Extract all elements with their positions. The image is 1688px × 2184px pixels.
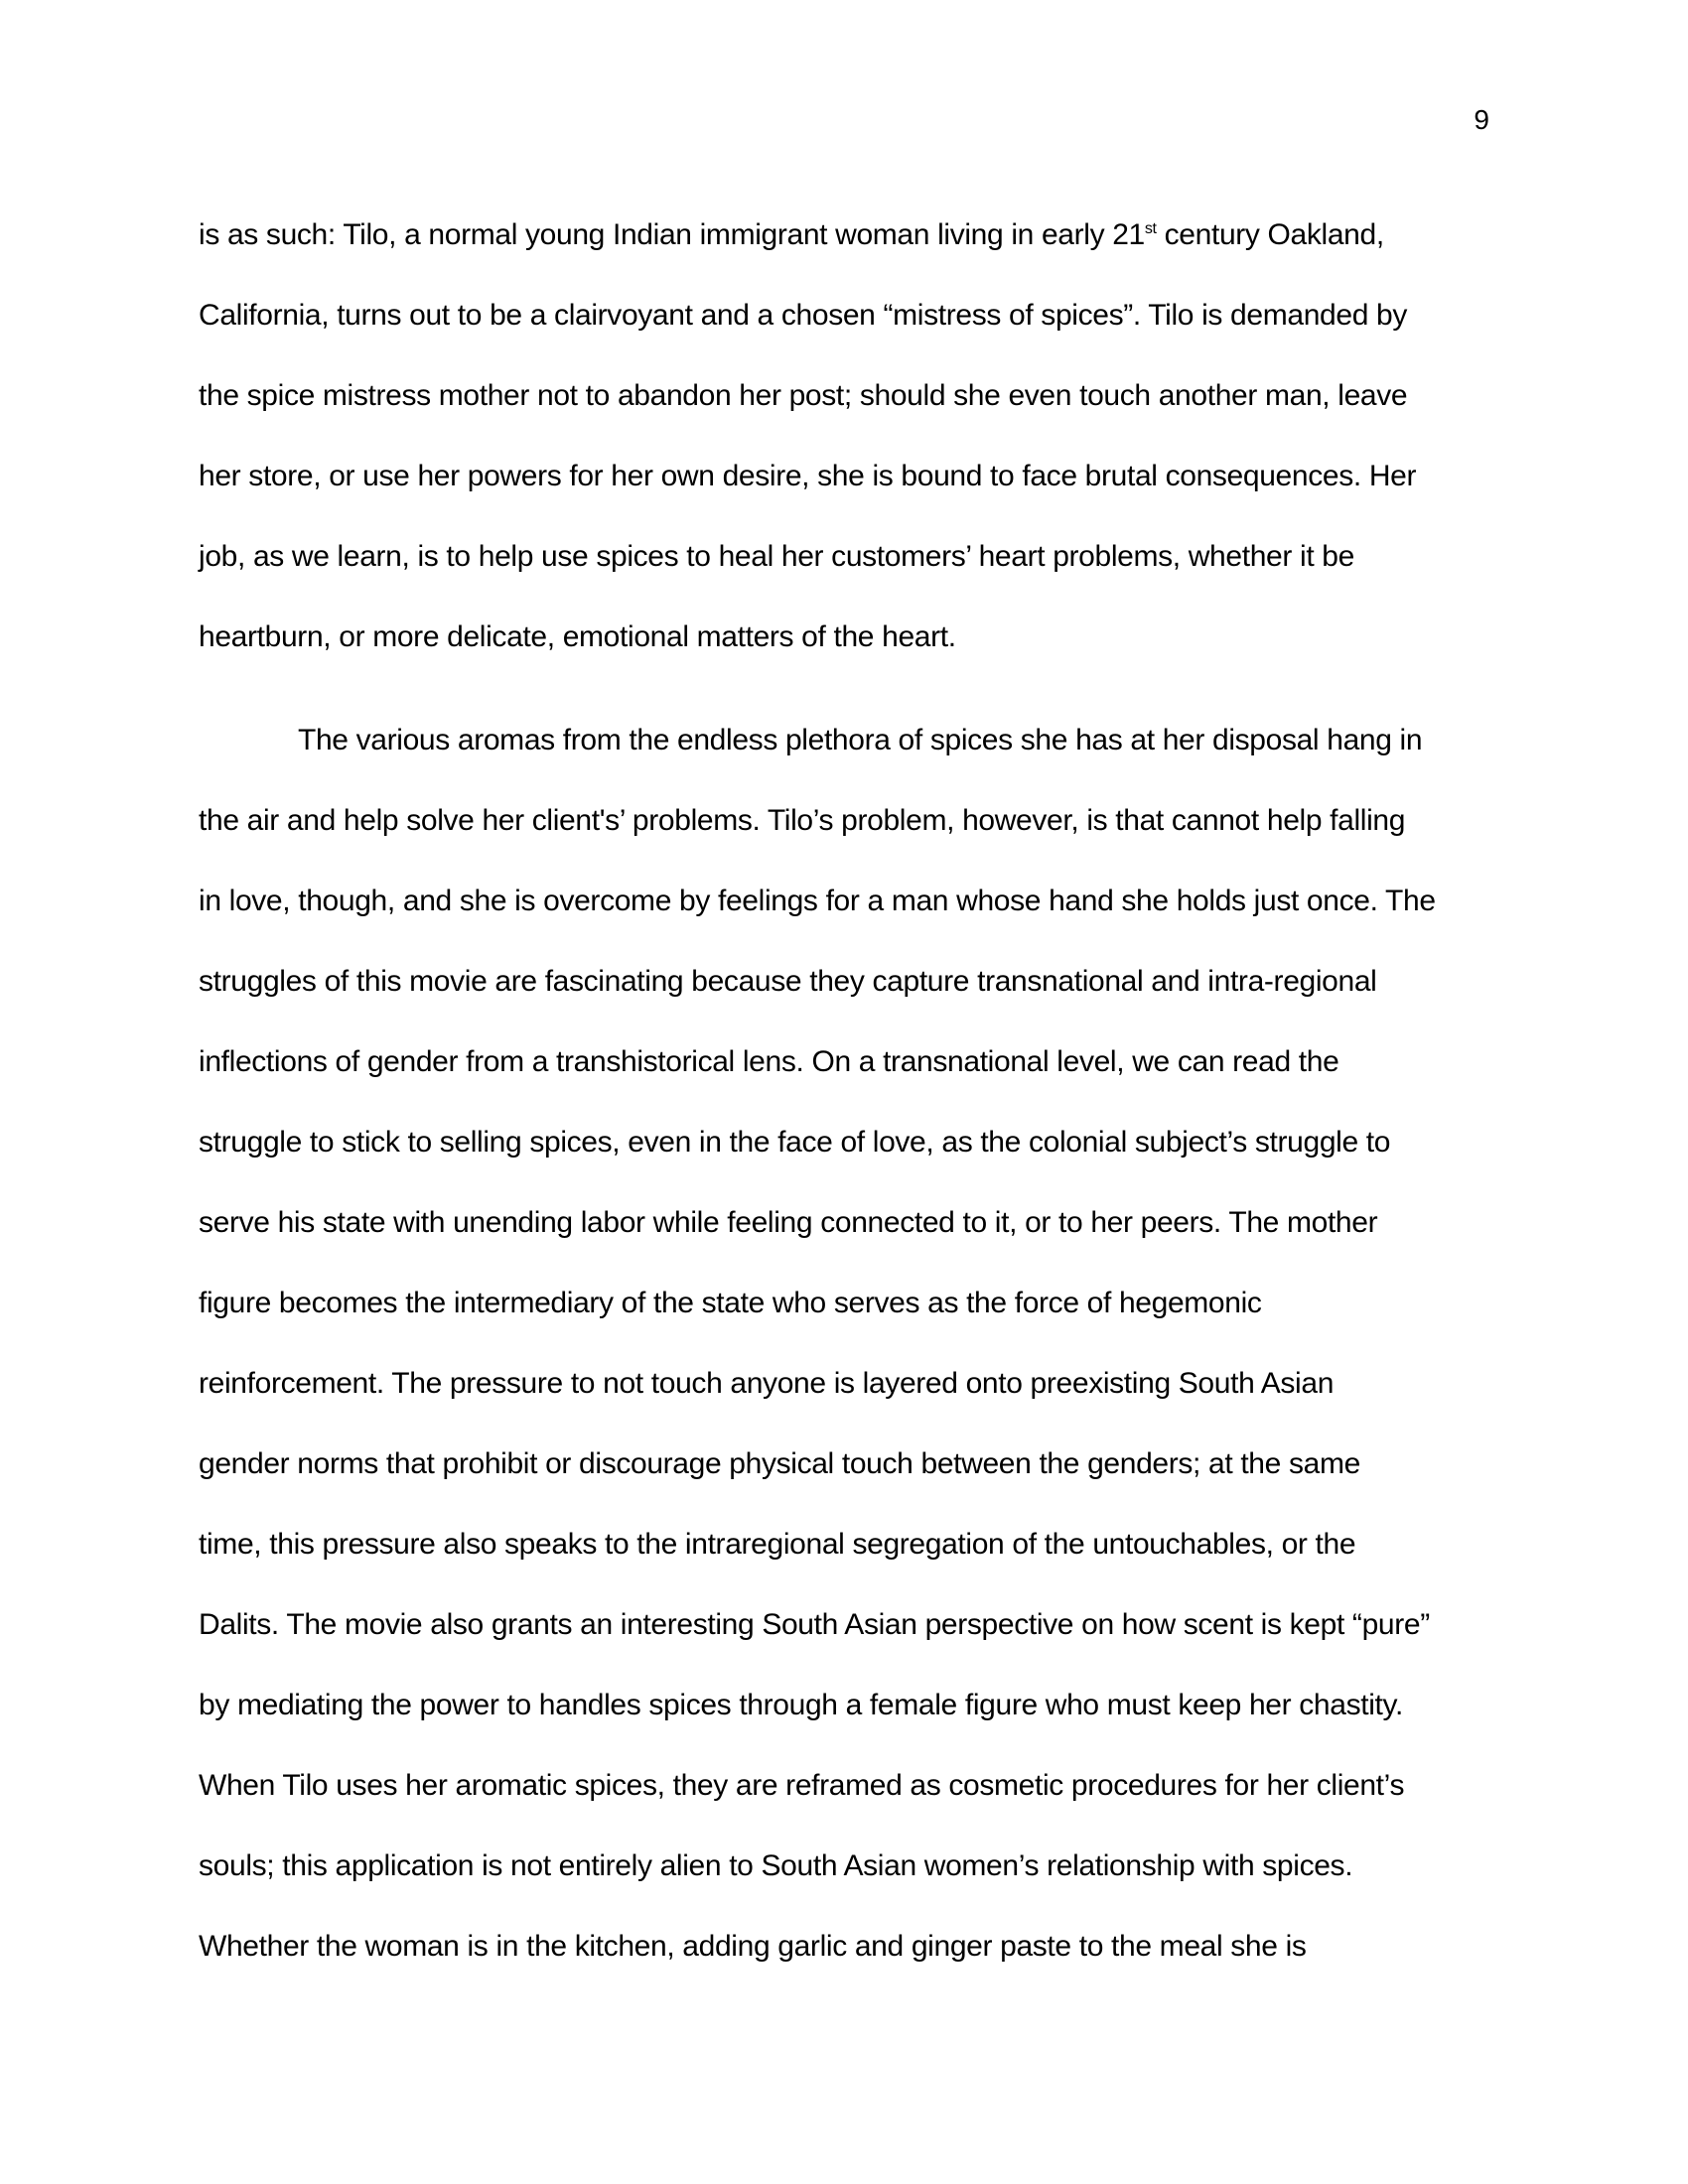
- paragraph-1: [199, 195, 1489, 677]
- text-line: Whether the woman is in the kitchen, adding garlic and ginger paste to the meal she is: [199, 1930, 1307, 1963]
- text-line: When Tilo uses her aromatic spices, they are reframed as cosmetic procedures for her client’s: [199, 1769, 1405, 1802]
- text-line: Dalits. The movie also grants an interesting South Asian perspective on how scent is kept “pure”: [199, 1608, 1430, 1641]
- text-line: figure becomes the intermediary of the state who serves as the force of hegemonic: [199, 1287, 1262, 1319]
- document-body: [199, 195, 1489, 1986]
- text-line: inflections of gender from a transhistorical lens. On a transnational level, we can read the: [199, 1045, 1339, 1078]
- text-line: souls; this application is not entirely alien to South Asian women’s relationship with spices.: [199, 1849, 1353, 1882]
- text-line: California, turns out to be a clairvoyant and a chosen “mistress of spices”. Tilo is demanded by: [199, 299, 1408, 332]
- text-line: [199, 195, 1489, 275]
- text-line: the spice mistress mother not to abandon her post; should she even touch another man, leave: [199, 379, 1408, 412]
- text-line: struggle to stick to selling spices, even in the face of love, as the colonial subject’s struggle to: [199, 1126, 1391, 1159]
- text-line: the air and help solve her client's’ problems. Tilo’s problem, however, is that cannot help falling: [199, 804, 1406, 837]
- text-line: reinforcement. The pressure to not touch anyone is layered onto preexisting South Asian: [199, 1367, 1335, 1400]
- text-line: gender norms that prohibit or discourage physical touch between the genders; at the same: [199, 1447, 1360, 1480]
- text-line: time, this pressure also speaks to the intraregional segregation of the untouchables, or the: [199, 1528, 1356, 1561]
- text-line: her store, or use her powers for her own desire, she is bound to face brutal consequences. Her: [199, 460, 1417, 492]
- text-line: by mediating the power to handles spices through a female figure who must keep her chastity.: [199, 1689, 1403, 1721]
- text-line: job, as we learn, is to help use spices to heal her customers’ heart problems, whether it be: [199, 540, 1354, 573]
- text-line: heartburn, or more delicate, emotional matters of the heart.: [199, 620, 956, 653]
- page-number: 9: [1474, 104, 1489, 135]
- text-segment: century Oakland,: [1156, 218, 1384, 251]
- text-line: struggles of this movie are fascinating because they capture transnational and intra-regional: [199, 965, 1377, 998]
- text-line: in love, though, and she is overcome by feelings for a man whose hand she holds just once. The: [199, 885, 1436, 917]
- ordinal-superscript: st: [1144, 220, 1157, 237]
- text-line: serve his state with unending labor while feeling connected to it, or to her peers. The mother: [199, 1206, 1378, 1239]
- paragraph-2: [199, 700, 1489, 1986]
- text-segment: is as such: Tilo, a normal young Indian immigrant woman living in early 21: [199, 218, 1145, 251]
- text-line: The various aromas from the endless plethora of spices she has at her disposal hang in: [298, 724, 1423, 756]
